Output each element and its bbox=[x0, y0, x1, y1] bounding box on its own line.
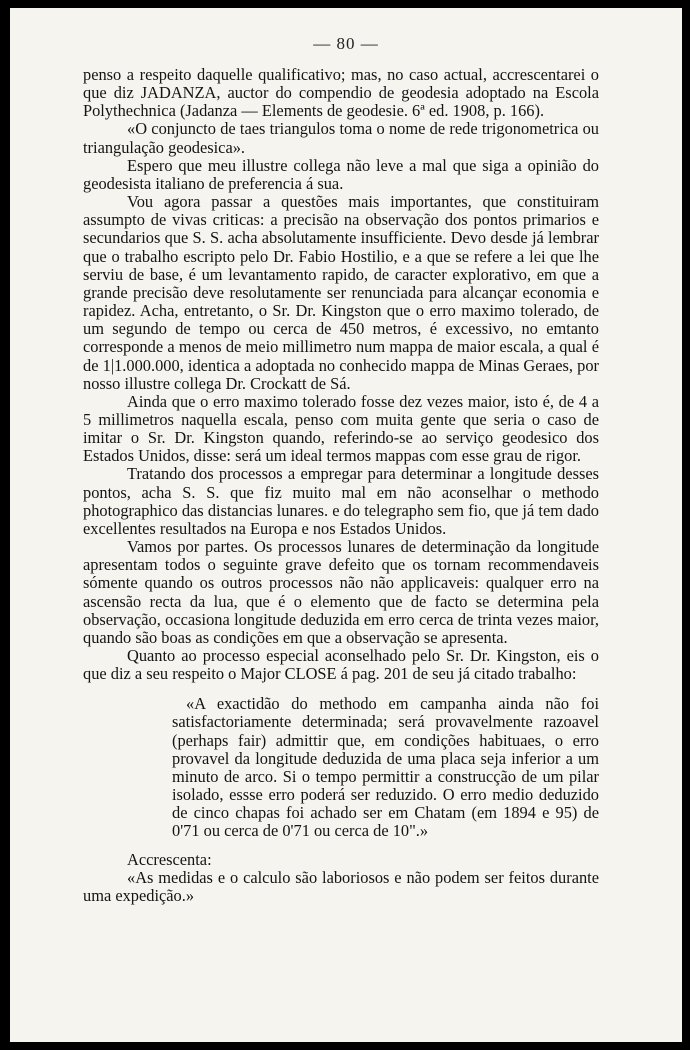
closing-section bbox=[83, 851, 599, 905]
closing-label: Accrescenta: bbox=[127, 849, 212, 869]
closing-text: «As medidas e o calculo são laboriosos e não podem ser feitos durante uma expedição.» bbox=[83, 867, 599, 905]
paragraph: «O conjuncto de taes triangulos toma o nome de rede trigonometrica ou triangulação geodesica». bbox=[83, 119, 599, 157]
page-number: — 80 — bbox=[313, 34, 379, 53]
document-page bbox=[10, 8, 682, 1042]
paragraph: Ainda que o erro maximo tolerado fosse dez vezes maior, isto é, de 4 a 5 millimetros naquella escala, penso com muita gente que seria o caso de imitar o Sr. Dr. Kingston quando, referindo-se ao serviço geodesico dos Estados Unidos, disse: será um ideal termos mappas com esse grau de rigor. bbox=[83, 391, 599, 466]
paragraph: Vou agora passar a questões mais importantes, que constituiram assumpto de vivas criticas: a precisão na observação dos pontos primarios e secundarios que S. S. acha absolutamente insufficiente. Devo desde já lembrar que o trabalho escripto pelo Dr. Fabio Hostilio, e a que se refere a lei que lhe serviu de base, é um levantamento rapido, de caracter explorativo, em que a grande precisão deve resolutamente ser renunciada para alcançar economia e rapidez. Acha, entretanto, o Sr. Dr. Kingston que o erro maximo tolerado, de um segundo de tempo ou cerca de 450 metros, é excessivo, no emtanto corresponde a menos de meio millimetro num mappa de maior escala, a qual é de 1|1.000.000, identica a adoptada no conhecido mappa de Minas Geraes, por nosso illustre collega Dr. Crockatt de Sá. bbox=[83, 192, 599, 393]
paragraph: Tratando dos processos a empregar para determinar a longitude desses pontos, acha S. S. que fiz muito mal em não aconselhar o methodo photographico das distancias lunares. e do telegrapho sem fio, que já tem dado excellentes resultados na Europa e nos Estados Unidos. bbox=[83, 464, 599, 538]
paragraph: Quanto ao processo especial aconselhado pelo Sr. Dr. Kingston, eis o que diz a seu respeito o Major CLOSE á pag. 201 de seu já citado trabalho: bbox=[83, 646, 599, 684]
paragraph: Espero que meu illustre collega não leve a mal que siga a opinião do geodesista italiano de preferencia á sua. bbox=[83, 155, 599, 193]
block-quote bbox=[172, 695, 599, 840]
paragraph: penso a respeito daquelle qualificativo; mas, no caso actual, accrescentarei o que diz JADANZA, auctor do compendio de geodesia adoptado na Escola Polythechnica (Jadanza — Elements de geodesie. 6ª ed. 1908, p. 166). bbox=[83, 65, 599, 121]
body-text bbox=[83, 66, 599, 905]
paragraph: Vamos por partes. Os processos lunares de determinação da longitude apresentam todos o seguinte grave defeito que os tornam recommendaveis sómente quando os outros processos não não applicaveis: qualquer erro na ascensão recta da lua, que é o elemento que de facto se determina pela observação, occasiona longitude deduzida em erro cerca de trinta vezes maior, quando são boas as condições em que a observação se apresenta. bbox=[83, 537, 599, 647]
quote-text: «A exactidão do methodo em campanha ainda não foi satisfactoriamente determinada; será provavelmente razoavel (perhaps fair) admittir que, em condições habituaes, o erro provavel da longitude deduzida de uma placa seja inferior a um minuto de arco. Si o tempo permittir a construcção de um pilar isolado, essse erro poderá ser reduzido. O erro medio deduzido de cinco chapas foi achado ser em Chatam (em 1894 e 95) de 0'71 ou cerca de 0'71 ou cerca de 10".» bbox=[172, 694, 599, 841]
